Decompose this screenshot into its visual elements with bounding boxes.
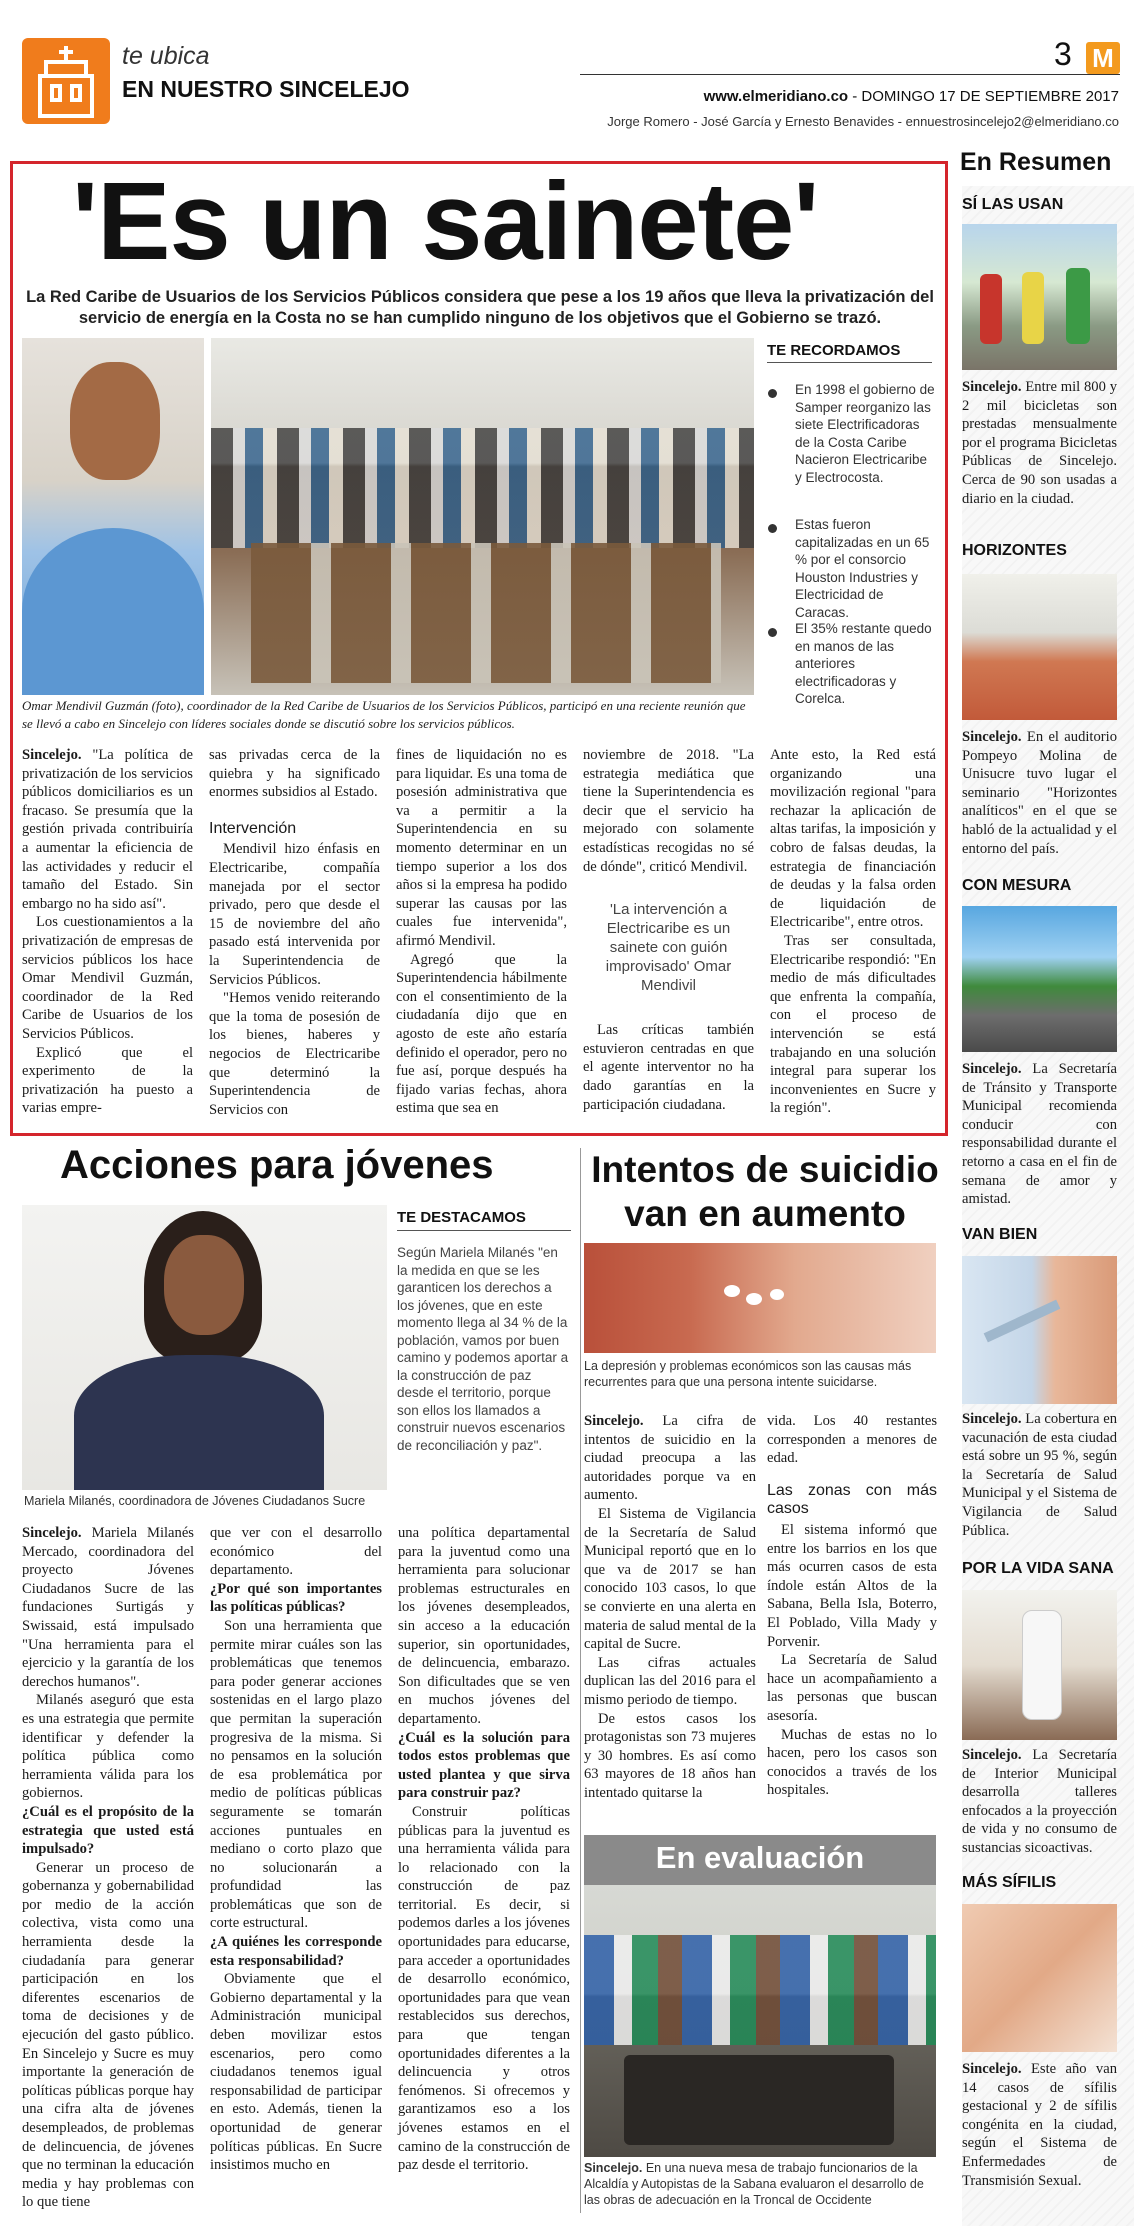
main-col-3 bbox=[396, 746, 567, 1118]
meeting-crowd bbox=[211, 428, 754, 548]
jovenes-col2-p3: Obviamente que el Gobierno departamental y la Administración municipal deben movilizar estos escenarios, pero como ciudadanos tenemos igual responsabilidad de participar en esto. Además, tienen la oportunidad de generar políticas públicas. En Sucre insistimos mucho en bbox=[210, 1971, 382, 2174]
main-col-2 bbox=[209, 746, 380, 1119]
main-col-1 bbox=[22, 746, 193, 1118]
suicidio-title: Intentos de suicidio van en aumento bbox=[591, 1149, 939, 1234]
section-big-label: EN NUESTRO SINCELEJO bbox=[122, 76, 410, 102]
jovenes-question-1: ¿Cuál es el propósito de la estrategia que usted está impulsado? bbox=[22, 1803, 194, 1858]
recordamos-bullet-1 bbox=[768, 389, 777, 398]
portrait-photo bbox=[22, 338, 204, 695]
recordamos-item-1: En 1998 el gobierno de Samper reorganizo las siete Electrificadoras de la Costa Caribe Nacieron Electricaribe y Electrocosta. bbox=[795, 382, 935, 485]
column-divider bbox=[580, 1148, 581, 2213]
jovenes-question-2: ¿Por qué son importantes las políticas públicas? bbox=[210, 1580, 382, 1616]
pill-2 bbox=[746, 1293, 762, 1305]
pill-1 bbox=[724, 1285, 740, 1297]
newspaper-logo: M bbox=[1086, 42, 1120, 74]
jovenes-col-3 bbox=[398, 1524, 570, 2175]
main-col5-p2: Tras ser consultada, Electricaribe respondió: "En medio de más dificultades que enfrenta la compañía, con el proceso de intervención se está trabajando en una solución integral para superar los inconvenientes en Sucre y la región". bbox=[770, 932, 936, 1117]
suicidio-col1-p1: Sincelejo. La cifra de intentos de suicidio en la ciudad preocupa a las autoridades porque va en aumento. bbox=[584, 1413, 756, 1504]
main-photo-caption: Omar Mendivil Guzmán (foto), coordinador de la Red Caribe de Usuarios de los Servicios Públicos, participó en una reciente reunión que se llevó a cabo en Sincelejo con líderes sociales donde se discutió sobre los servicios públicos. bbox=[22, 698, 746, 731]
syringe bbox=[984, 1300, 1061, 1343]
section-small-label: te ubica bbox=[122, 42, 210, 70]
main-col1-p2: Los cuestionamientos a la privatización de empresas de servicios públicos los hace Omar Mendivil Guzmán, coordinador de la Red Caribe de Usuarios de los Servicios Públicos. bbox=[22, 914, 193, 1042]
main-col4-p1: noviembre de 2018. "La estrategia mediática que tiene la Superintendencia es decir que el servicio ha mejorado con solamente estadísticas recogidas no sé de dónde", criticó Mendivil. bbox=[583, 747, 754, 875]
main-col-5 bbox=[770, 746, 936, 1118]
sidebar-head-2: HORIZONTES bbox=[962, 542, 1067, 559]
meeting-photo bbox=[211, 338, 754, 695]
jovenes-col1-p3: Generar un proceso de gobernanza y gobernabilidad por medio de la acción colectiva, vista como una herramienta desde la ciudadanía para generar participación en los diferentes escenarios de toma de decisiones y de ejecución del gasto público. En Sincelejo y Sucre es muy importante la generación de políticas públicas porque hay una cifra alta de jóvenes desempleados, de problemas de delincuencia, de jóvenes que no terminan la educación media y hay problemas con lo que tiene bbox=[22, 1859, 194, 2211]
page-number: 3 bbox=[1054, 36, 1072, 72]
jovenes-col3-p1: una política departamental para la juventud como una herramienta para solucionar problemas estructurales en los jóvenes desempleados, sin acceso a la educación superior, sin oportunidades, de delincuencia, embarazo. Son dificultades que se ven en muchos jóvenes del departamento. bbox=[398, 1525, 570, 1727]
bike-rider-1 bbox=[980, 274, 1002, 344]
main-col2-p3: "Hemos venido reiterando que la toma de posesión de los bienes, haberes y negocios de Electricaribe que determinó la Superintendencia de Servicios con bbox=[209, 990, 380, 1118]
recordamos-rule bbox=[767, 362, 932, 363]
main-col3-p1: fines de liquidación no es para liquidar. Es una toma de posesión administrativa que va a permitir a la Superintendencia en su momento determinar en un tiempo superior a los dos años si la empresa ha podido superar las causas por las cuales fue intervenida", afirmó Mendivil. bbox=[396, 747, 567, 949]
sidebar-head-6: MÁS SÍFILIS bbox=[962, 1874, 1057, 1891]
main-pull-quote: 'La intervención a Electricaribe es un sainete con guión improvisado' Omar Mendivil bbox=[605, 901, 732, 995]
suicidio-col-2 bbox=[767, 1412, 937, 1800]
sidebar-photo-couple bbox=[962, 1904, 1117, 2052]
recordamos-heading: TE RECORDAMOS bbox=[767, 342, 901, 359]
sidebar-text-1: Sincelejo. Entre mil 800 y 2 mil bicicletas son prestadas mensualmente por el programa Bicicletas Públicas de Sincelejo. Cerca de 90 son usadas a diario en la ciudad. bbox=[962, 379, 1117, 507]
bike-rider-2 bbox=[1022, 272, 1044, 344]
sidebar-text-2: Sincelejo. En el auditorio Pompeyo Molina de Unisucre tuvo lugar el seminario "Horizontes analíticos" en el que se habló de la actualidad y el entorno del país. bbox=[962, 729, 1117, 857]
issue-date: - DOMINGO 17 DE SEPTIEMBRE 2017 bbox=[848, 88, 1119, 105]
sidebar-head-1: SÍ LAS USAN bbox=[962, 196, 1064, 213]
suicidio-col2-subhead: Las zonas con más casos bbox=[767, 1481, 937, 1518]
suicidio-col2-p2: El sistema informó que entre los barrios en los que más ocurren casos de esta índole están Altos de la Sabana, Bella Isla, Boterro, El Poblado, Villa Mady y Porvenir. bbox=[767, 1521, 937, 1650]
jovenes-col2-p1: que ver con el desarrollo económico del departamento. bbox=[210, 1525, 382, 1579]
pills-caption: La depresión y problemas económicos son las causas más recurrentes para que una persona intente suicidarse. bbox=[584, 1359, 912, 1389]
evaluacion-caption: Sincelejo. En una nueva mesa de trabajo funcionarios de la Alcaldía y Autopistas de la Sabana evaluaron el desarrollo de las obras de adecuación en la Troncal de Occidente bbox=[584, 2161, 924, 2207]
main-col5-p1: Ante esto, la Red está organizando una movilización regional "para rechazar la aplicación de altas tarifas, la imposición y cobro de falsas deudas, la estrategia de financiación de deudas y la falsa orden de liquidación de Electricaribe", entre otros. bbox=[770, 747, 936, 931]
sidebar-photo-talk bbox=[962, 1590, 1117, 1740]
recordamos-item-3: El 35% restante quedo en manos de las anteriores electrificadoras y Corelca. bbox=[795, 621, 932, 706]
sidebar-text-3: Sincelejo. La Secretaría de Tránsito y Transporte Municipal recomienda conducir con responsabilidad durante el retorno a casa en el fin de semana de amor y amistad. bbox=[962, 1061, 1117, 1208]
suicidio-col-1 bbox=[584, 1412, 756, 1802]
sidebar-photo-bicycles bbox=[962, 224, 1117, 370]
evaluacion-people bbox=[584, 1935, 936, 2045]
recordamos-item-2: Estas fueron capitalizadas en un 65 % por el consorcio Houston Industries y Electricidad de Caracas. bbox=[795, 517, 930, 620]
speaker bbox=[1022, 1610, 1062, 1720]
main-col1-p3: Explicó que el experimento de la privatización ha puesto a varias empre- bbox=[22, 1044, 193, 1117]
pill-3 bbox=[770, 1289, 784, 1300]
mariela-blouse bbox=[74, 1355, 324, 1490]
sidebar-text-4: Sincelejo. La cobertura en vacunación de esta ciudad está sobre un 95 %, según la Secretaría de Salud Municipal y el Sistema de Vigilancia de Salud Pública. bbox=[962, 1411, 1117, 1539]
portrait-shirt bbox=[22, 528, 204, 695]
sidebar-title: En Resumen bbox=[960, 148, 1112, 176]
main-col3-p2: Agregó que la Superintendencia hábilmente con el consentimiento de la ciudadanía dijo que en agosto de este año estaría definido el operador, pero no fue así, porque después ha fijado varias fechas, ahora estima que sea en bbox=[396, 951, 567, 1117]
dateline bbox=[704, 88, 1119, 105]
jovenes-question-3: ¿A quiénes les corresponde esta responsabilidad? bbox=[210, 1934, 382, 1969]
mariela-photo bbox=[22, 1205, 387, 1490]
sidebar-head-5: POR LA VIDA SANA bbox=[962, 1560, 1114, 1577]
suicidio-col2-p3: La Secretaría de Salud hace un acompañamiento a las personas que buscan asesoría. bbox=[767, 1652, 937, 1724]
mariela-caption: Mariela Milanés, coordinadora de Jóvenes Ciudadanos Sucre bbox=[24, 1494, 366, 1508]
main-col2-subhead: Intervención bbox=[209, 819, 297, 837]
destacamos-heading: TE DESTACAMOS bbox=[397, 1209, 526, 1226]
header-rule bbox=[580, 74, 1120, 75]
jovenes-col-1 bbox=[22, 1524, 194, 2212]
site-url[interactable]: www.elmeridiano.co bbox=[703, 88, 849, 105]
suicidio-col2-p4: Muchas de estas no lo hacen, pero los casos son conocidos a través de los hospitales. bbox=[767, 1726, 937, 1799]
main-col4-p2: Las críticas también estuvieron centradas en que el agente interventor no ha dado garantías en la participación ciudadana. bbox=[583, 1022, 754, 1113]
destacamos-text: Según Mariela Milanés "en la medida en que se les garanticen los derechos a los jóvenes, que en este momento llega al 34 % de la población, vamos por buen camino y podemos aportar a la construcción de paz desde el territorio, porque son ellos los llamados a construir nuevos escenarios de reconciliación y paz". bbox=[397, 1245, 569, 1453]
jovenes-col2-p2: Son una herramienta que permite mirar cuáles son las problemáticas que tenemos para poder generar acciones sostenidas en el largo plazo que permitan la superación progresiva de la misma. Si no pensamos en la solución de esa problemática por medio de políticas públicas seguramente se tomarán acciones puntuales en mediano o corto plazo que no solucionarán a profundidad las problemáticas que son de corte estructural. bbox=[210, 1617, 382, 1932]
sidebar-head-4: VAN BIEN bbox=[962, 1226, 1038, 1243]
sidebar-photo-auditorium bbox=[962, 574, 1117, 720]
jovenes-col1-p1: Sincelejo. Mariela Milanés Mercado, coordinadora del proyecto Jóvenes Ciudadanos Sucre de las fundaciones Surtigás y Swissaid, está impulsado "Una herramienta para el ejercicio y la garantía de los derechos humanos". bbox=[22, 1525, 194, 1690]
suicidio-col1-p4: De estos casos los protagonistas son 73 mujeres y 30 hombres. Es así como 63 mayores de 18 años han intentado quitarse la bbox=[584, 1710, 756, 1801]
evaluacion-title: En evaluación bbox=[655, 1840, 865, 1875]
main-story-lede: La Red Caribe de Usuarios de los Servicios Públicos considera que pese a los 19 años que lleva la privatización del servicio de energía en la Costa no se han cumplido ninguno de los objetivos que el Gobierno se trazó. bbox=[26, 288, 934, 327]
jovenes-question-4: ¿Cuál es la solución para todos estos problemas que usted plantea y que sirva para construir paz? bbox=[398, 1729, 570, 1802]
sidebar-photo-road bbox=[962, 906, 1117, 1052]
jovenes-title: Acciones para jóvenes bbox=[60, 1143, 494, 1187]
recordamos-bullet-2 bbox=[768, 524, 777, 533]
evaluacion-table bbox=[624, 2055, 894, 2145]
section-logo-box bbox=[22, 38, 110, 124]
main-col-4 bbox=[583, 746, 754, 1114]
portrait-head bbox=[70, 362, 160, 480]
sidebar-text-6: Sincelejo. Este año van 14 casos de sífilis gestacional y 2 de sífilis congénita en la ciudad, según el Sistema de Enfermedades de Transmisión Sexual. bbox=[962, 2061, 1117, 2189]
jovenes-col-2 bbox=[210, 1524, 382, 2175]
suicidio-col1-p3: Las cifras actuales duplican las del 2016 para el mismo periodo de tiempo. bbox=[584, 1654, 756, 1708]
suicidio-col1-p2: El Sistema de Vigilancia de la Secretaría de Salud Municipal reportó que en lo que va de 2017 se han conocido 103 casos, lo que se convierte en una alerta en materia de salud mental de la capital de Sucre. bbox=[584, 1505, 756, 1653]
sidebar-photo-vaccine bbox=[962, 1256, 1117, 1404]
main-story-title: 'Es un sainete' bbox=[72, 160, 819, 283]
authors-line: Jorge Romero - José García y Ernesto Benavides - ennuestrosincelejo2@elmeridiano.co bbox=[607, 114, 1119, 129]
meeting-chairs bbox=[251, 543, 721, 683]
main-col2-p2: Mendivil hizo énfasis en Electricaribe, compañía manejada por el sector privado, pero que desde el 15 de noviembre del año pasado está intervenida por la Superintendencia de Servicios Públicos. bbox=[209, 841, 380, 988]
sidebar-head-3: CON MESURA bbox=[962, 877, 1072, 894]
sidebar-text-5: Sincelejo. La Secretaría de Interior Municipal desarrolla talleres enfocados a la proyección de vida y no consumo de sustancias sicoactivas. bbox=[962, 1747, 1117, 1856]
suicidio-col2-p1: vida. Los 40 restantes corresponden a menores de edad. bbox=[767, 1413, 937, 1467]
mariela-face bbox=[164, 1235, 244, 1335]
bike-rider-3 bbox=[1066, 268, 1090, 344]
evaluacion-photo bbox=[584, 1885, 936, 2157]
pills-photo bbox=[584, 1243, 936, 1353]
main-col2-p1: sas privadas cerca de la quiebra y ha significado enormes subsidios al Estado. bbox=[209, 747, 380, 801]
jovenes-col3-p2: Construir políticas públicas para la juventud es una herramienta válida para lo relacionado con la construcción de paz territorial. Es decir, si podemos darles a los jóvenes oportunidades para educarse, para acceder a oportunidades de desarrollo económico, oportunidades para que vean restablecidos sus derechos, para que tengan oportunidades diferentes a la delincuencia y otros fenómenos. Si ofrecemos y garantizamos eso a los jóvenes estamos en el camino de la construcción de paz desde el territorio. bbox=[398, 1803, 570, 2174]
main-col1-p1: Sincelejo. "La política de privatización de los servicios públicos domiciliarios es un fracaso. Se presumía que la gestión privada contribuiría a aumentar la eficiencia de las actividades y reducir el tamaño del Estado. Sin embargo no ha sido así". bbox=[22, 747, 193, 912]
church-icon bbox=[22, 38, 110, 124]
destacamos-rule bbox=[397, 1230, 571, 1231]
jovenes-col1-p2: Milanés aseguró que esta es una estrategia que permite identificar y defender la política pública como herramienta válida para los gobiernos. bbox=[22, 1692, 194, 1802]
recordamos-bullet-3 bbox=[768, 628, 777, 637]
